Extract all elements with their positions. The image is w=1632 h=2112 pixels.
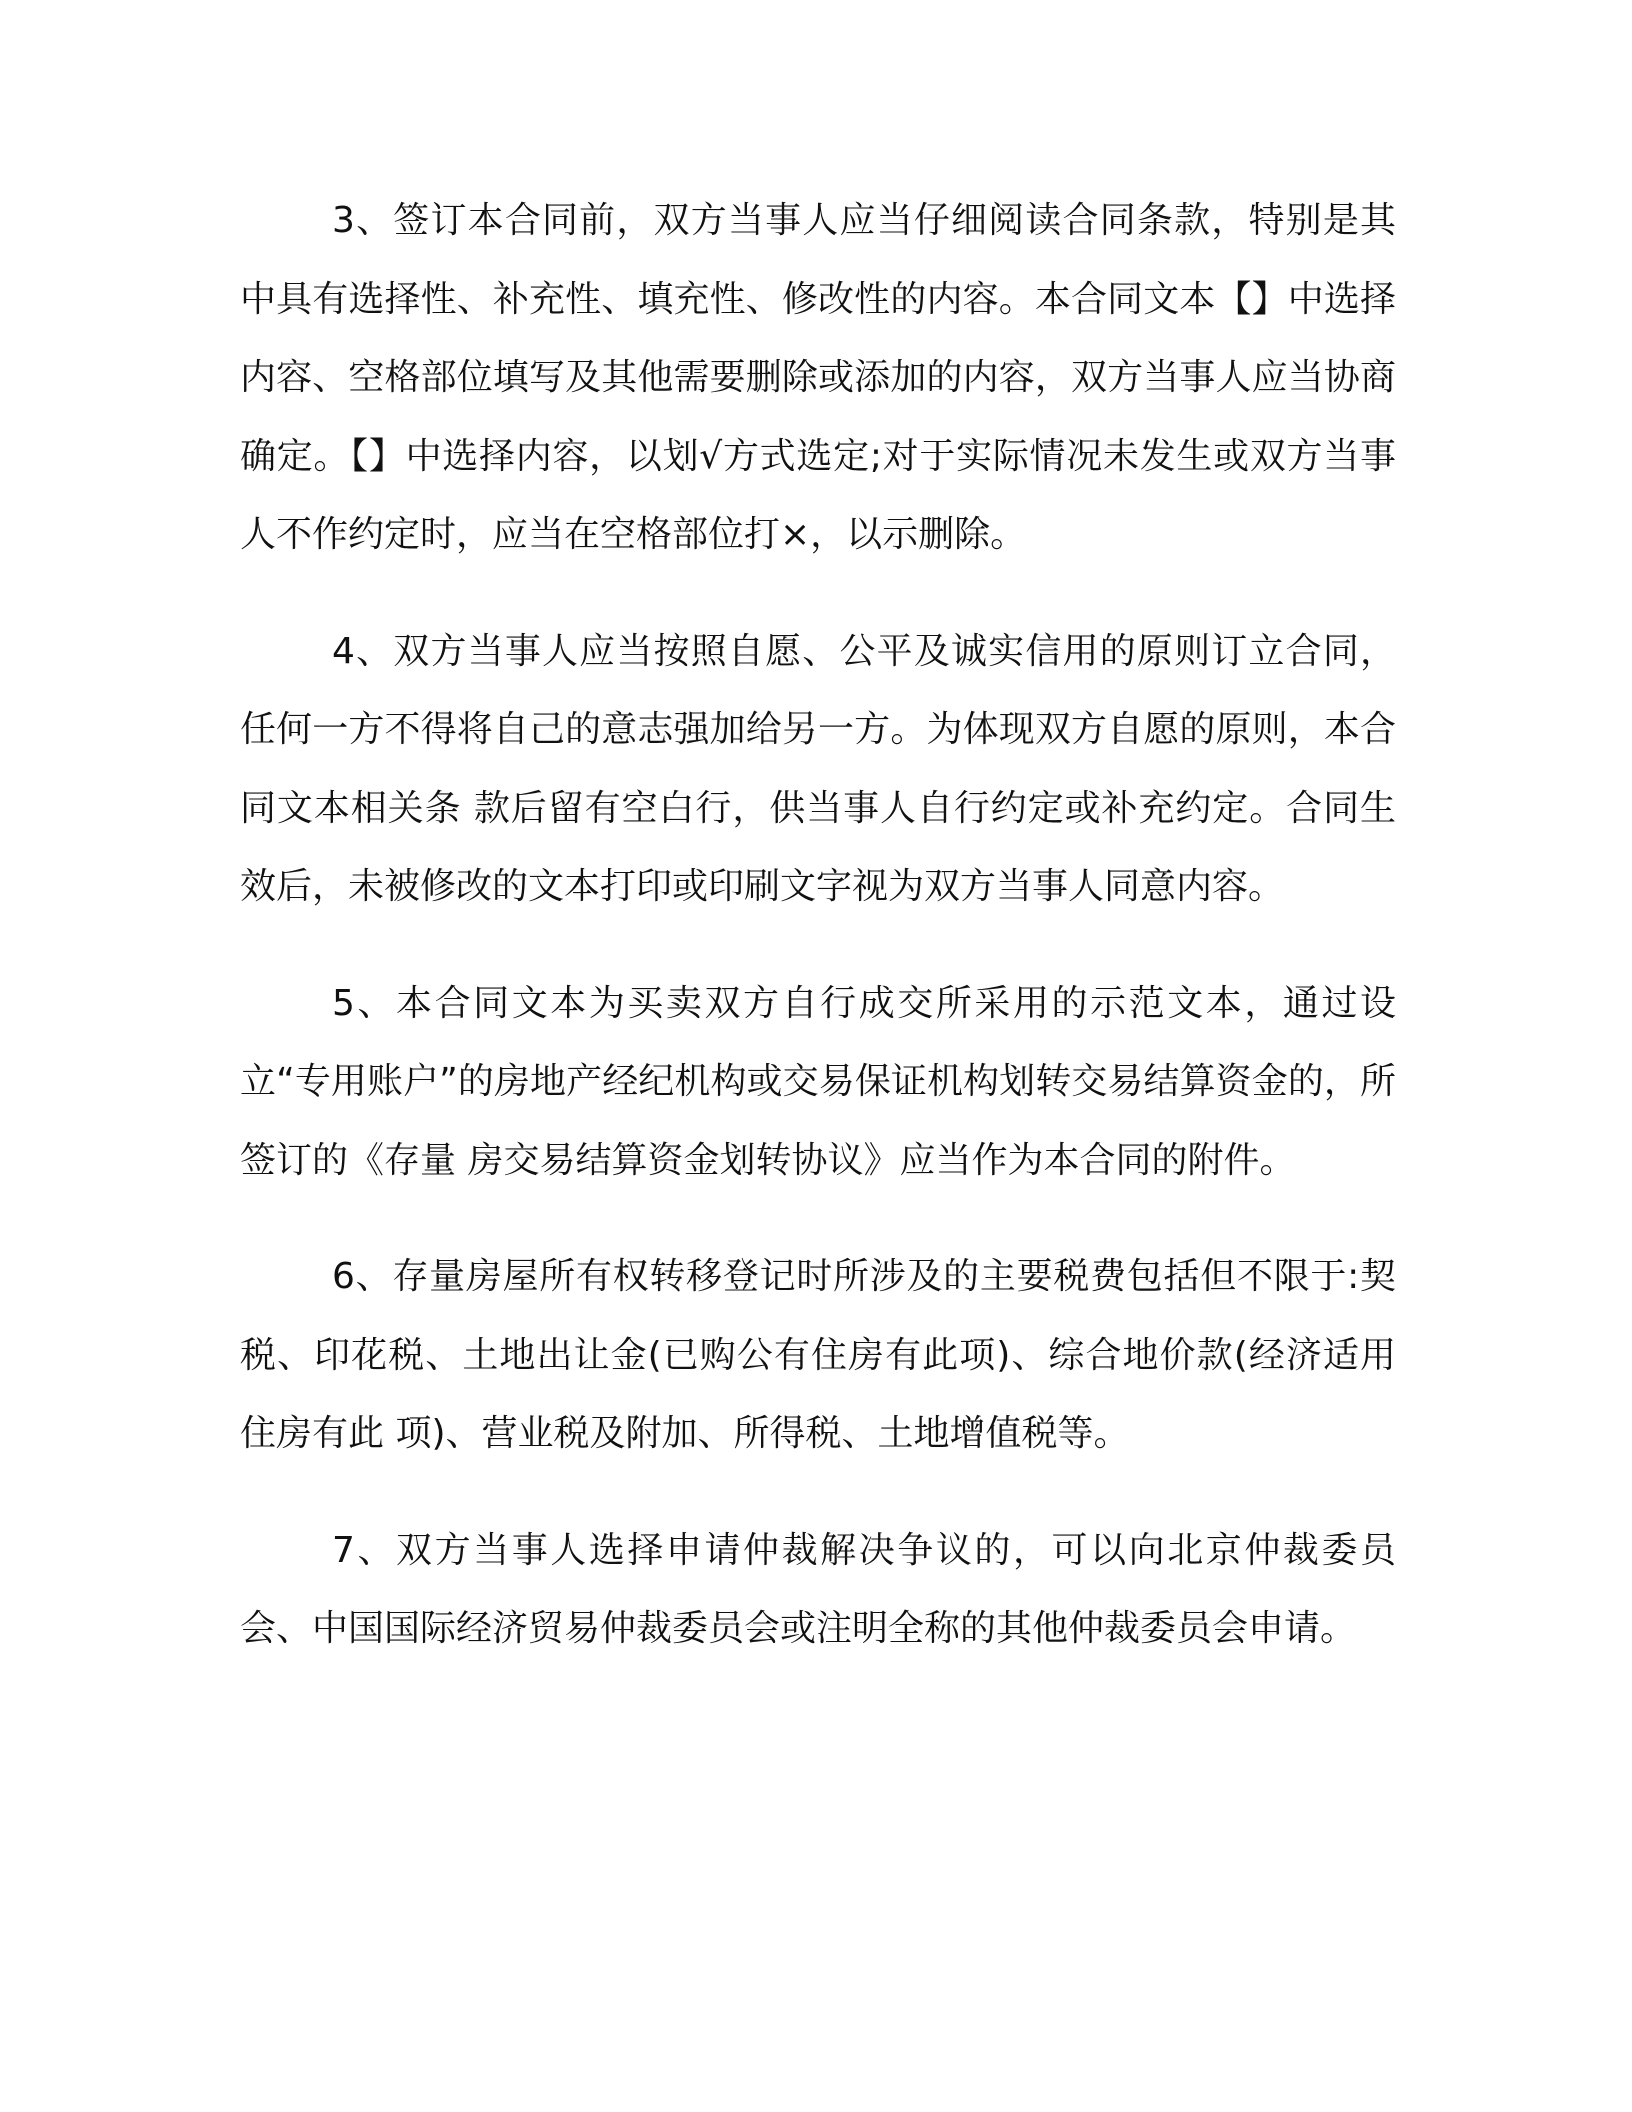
paragraph-clause-6: 6、存量房屋所有权转移登记时所涉及的主要税费包括但不限于:契税、印花税、土地出让金(已购公有住房有此项)、综合地价款(经济适用住房有此 项)、营业税及附加、所得税、土地增值税等。 — [240, 1256, 1396, 1454]
paragraph-clause-7: 7、双方当事人选择申请仲裁解决争议的，可以向北京仲裁委员会、中国国际经济贸易仲裁委员会或注明全称的其他仲裁委员会申请。 — [240, 1529, 1396, 1649]
document-body — [240, 182, 1396, 1707]
paragraph-clause-3: 3、签订本合同前，双方当事人应当仔细阅读合同条款，特别是其中具有选择性、补充性、填充性、修改性的内容。本合同文本【】中选择内容、空格部位填写及其他需要删除或添加的内容，双方当事人应当协商确定。【】中选择内容，以划√方式选定;对于实际情况未发生或双方当事人不作约定时，应当在空格部位打×，以示删除。 — [240, 200, 1396, 555]
paragraph-clause-5: 5、本合同文本为买卖双方自行成交所采用的示范文本，通过设立“专用账户”的房地产经纪机构或交易保证机构划转交易结算资金的，所签订的《存量 房交易结算资金划转协议》应当作为本合同的附件。 — [240, 982, 1396, 1181]
paragraph-clause-4: 4、双方当事人应当按照自愿、公平及诚实信用的原则订立合同，任何一方不得将自己的意志强加给另一方。为体现双方自愿的原则，本合同文本相关条 款后留有空白行，供当事人自行约定或补充约定。合同生效后，未被修改的文本打印或印刷文字视为双方当事人同意内容。 — [240, 630, 1396, 907]
